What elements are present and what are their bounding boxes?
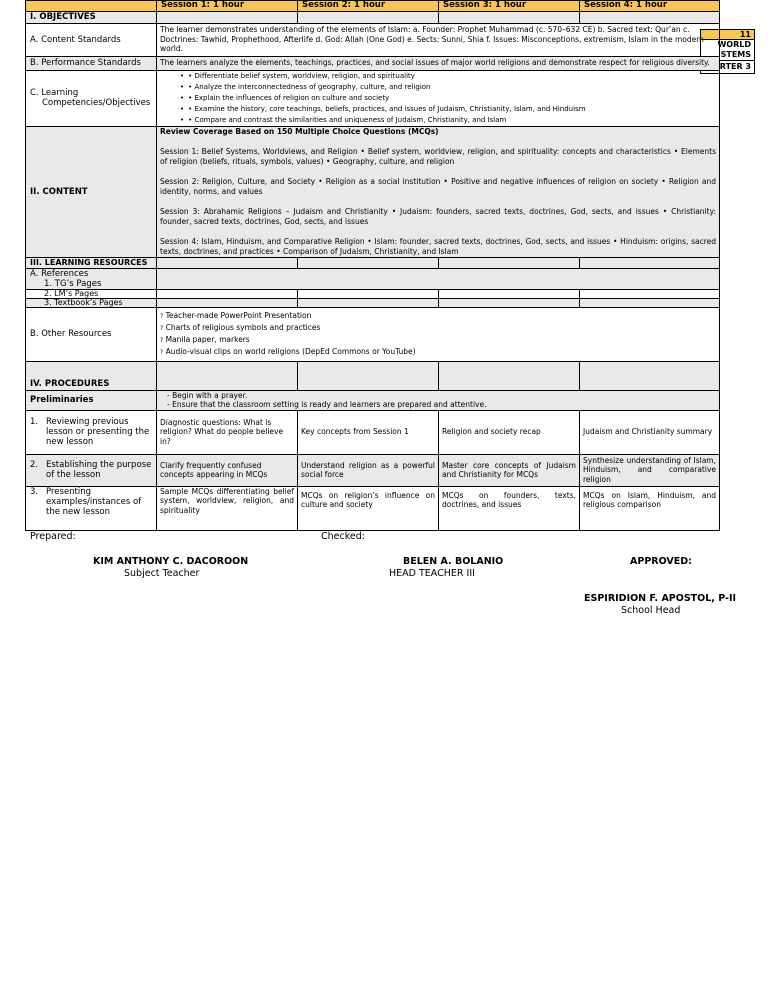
content-heading: II. CONTENT [26,126,157,257]
procedure-1-session-2: Key concepts from Session 1 [298,410,439,454]
procedure-1-session-4: Judaism and Christianity summary [580,410,720,454]
procedure-1-label [26,410,157,454]
competencies-label-line-1: C. Learning [30,88,79,98]
procedure-2-number: 2. [30,460,39,470]
procedure-2-label-wrap [30,460,153,480]
preliminary-item: - Begin with a prayer. [167,390,248,400]
procedure-1-session-3: Religion and society recap [439,410,580,454]
resource-text: Audio-visual clips on world religions (DepEd Commons or YouTube) [165,347,416,356]
empty-cell [157,257,298,268]
content-standards-label: A. Content Standards [26,23,157,56]
competencies-label-line-2: Competencies/Objectives [42,98,151,108]
procedure-row-2 [26,454,720,486]
teacher-name: KIM ANTHONY C. DACOROON [93,556,249,567]
procedures-heading-row [26,361,720,390]
procedure-1-number: 1. [30,417,39,427]
empty-cell [580,257,720,268]
content-text-cell [157,126,720,257]
content-session-4: Session 4: Islam, Hinduism, and Comparative Religion • Islam: founder, sacred texts, doctrines, God, sects, and issues • Hinduism: origins, sacred texts, doctrines, and practices • Comparison of Judaism, Christianity, and Islam [160,236,716,256]
competency-item: • • Explain the influences of religion on culture and society [194,93,716,104]
empty-cell [298,289,439,298]
empty-cell [298,11,439,23]
content-standards-row [26,23,720,56]
empty-cell [157,361,298,390]
performance-standards-row [26,56,720,70]
lm-pages-label: 2. LM’s Pages [26,289,157,298]
competencies-row [26,70,720,126]
procedure-2-session-1: Clarify frequently confused concepts appearing in MCQs [157,454,298,486]
preliminaries-row [26,390,720,410]
other-resources-list [157,307,720,361]
textbook-pages-label: 3. Textbook’s Pages [26,298,157,307]
preliminary-item: - Ensure that the classroom setting is ready and learners are prepared and attentive. [167,400,487,409]
resource-item [160,346,716,358]
content-session-3: Session 3: Abrahamic Religions – Judaism and Christianity • Judaism: founders, sacred texts, doctrines, God, sects, and issues • Christianity: founder, sacred texts, doctrines, God, sects, and issues [160,206,716,226]
session-header-row [26,1,720,12]
learning-resources-heading: III. LEARNING RESOURCES [26,257,157,268]
checked-label: Checked: [321,531,365,542]
references-row [26,268,720,289]
session-2-header: Session 2: 1 hour [298,1,439,12]
procedure-2-label [26,454,157,486]
prepared-label: Prepared: [30,531,76,542]
procedure-3-session-1: Sample MCQs differentiating belief system, worldview, religion, and spirituality [157,486,298,530]
procedure-2-session-2: Understand religion as a powerful social force [298,454,439,486]
competencies-list-cell [157,70,720,126]
performance-standards-label: B. Performance Standards [26,56,157,70]
procedure-3-session-4: MCQs on Islam, Hinduism, and religious comparison [580,486,720,530]
teacher-role: Subject Teacher [124,568,200,579]
daily-lesson-log-table-wrapper [25,0,719,517]
resource-bullet-icon: ? [160,337,164,344]
content-review-coverage: Review Coverage Based on 150 Multiple Choice Questions (MCQs) [160,126,439,136]
objectives-heading-row [26,11,720,23]
preliminaries-text [157,390,720,410]
preliminaries-label: Preliminaries [26,390,157,410]
resource-bullet-icon: ? [160,313,164,320]
empty-cell [298,298,439,307]
tg-pages-label: 1. TG’s Pages [44,278,102,289]
session-3-header: Session 3: 1 hour [439,1,580,12]
procedure-3-number: 3. [30,486,39,497]
session-1-header: Session 1: 1 hour [157,1,298,12]
empty-cell [157,289,298,298]
empty-cell [580,298,720,307]
content-row [26,126,720,257]
procedure-3-session-3: MCQs on founders, texts, doctrines, and issues [439,486,580,530]
procedure-3-text: Presenting examples/instances of the new lesson [46,486,142,517]
empty-cell [157,298,298,307]
competency-item: • • Compare and contrast the similarities and uniqueness of Judaism, Christianity, and Islam [194,115,716,126]
resource-text: Teacher-made PowerPoint Presentation [165,311,312,320]
grade-level: 11 [701,30,754,40]
empty-cell [439,11,580,23]
empty-cell [298,361,439,390]
content-session-2: Session 2: Religion, Culture, and Society • Religion as a social institution • Positive and negative influences of religion on society • Religion and identity, norms, and values [160,176,716,196]
principal-role: School Head [621,605,681,616]
procedure-3-label-wrap [30,487,153,517]
resource-bullet-icon: ? [160,325,164,332]
procedure-1-session-1: Diagnostic questions: What is religion? What do people believe in? [157,410,298,454]
competency-item: • • Examine the history, core teachings, beliefs, practices, and issues of Judaism, Christianity, Islam, and Hinduism [194,104,716,115]
daily-lesson-log-table [25,0,720,531]
resource-text: Charts of religious symbols and practices [165,323,321,332]
other-resources-row [26,307,720,361]
empty-cell [439,298,580,307]
session-4-header: Session 4: 1 hour [580,1,720,12]
procedure-2-session-4: Synthesize understanding of Islam, Hinduism, and comparative religion [580,454,720,486]
competencies-label [26,70,157,126]
empty-cell [439,361,580,390]
empty-cell [580,11,720,23]
references-value [157,268,720,289]
competencies-list [160,71,716,126]
procedure-3-session-2: MCQs on religion’s influence on culture and society [298,486,439,530]
learning-resources-heading-row [26,257,720,268]
textbook-pages-row [26,298,720,307]
empty-cell [439,257,580,268]
empty-cell [580,361,720,390]
procedure-3-label [26,486,157,530]
empty-cell [439,289,580,298]
procedures-heading: IV. PROCEDURES [26,361,157,390]
subject-line-2: STEMS [720,50,751,59]
procedure-1-text: Reviewing previous lesson or presenting the new lesson [46,417,150,447]
resource-item [160,322,716,334]
competency-item: • • Differentiate belief system, worldview, religion, and spirituality [194,71,716,82]
objectives-heading: I. OBJECTIVES [26,11,157,23]
procedure-1-label-wrap [30,417,153,447]
resource-bullet-icon: ? [160,349,164,356]
procedure-2-text: Establishing the purpose of the lesson [46,460,152,480]
content-standards-text: The learner demonstrates understanding of the elements of Islam: a. Founder: Prophet Muhammad (c. 570–632 CE) b. Sacred text: Qur’an c. Doctrines: Tawhid, Prophethood, Afterlife d. God: Allah (One God) e. Sects: Sunni, Shia f. Issues: Misconceptions, extremism, Islam in the modern world. [157,23,720,56]
other-resources-label: B. Other Resources [26,307,157,361]
competency-item: • • Analyze the interconnectedness of geography, culture, and religion [194,82,716,93]
resource-text: Manila paper, markers [165,335,250,344]
empty-cell [580,289,720,298]
references-label-cell [26,268,157,289]
performance-standards-text: The learners analyze the elements, teachings, practices, and social issues of major world religions and demonstrate respect for religious diversity. [157,56,720,70]
resource-item [160,334,716,346]
header-blank-cell [26,1,157,12]
content-session-1: Session 1: Belief Systems, Worldviews, and Religion • Belief system, worldview, religion, and spirituality: concepts and characteristics • Elements of religion (beliefs, rituals, symbols, values) • Geography, culture, and religion [160,146,716,166]
empty-cell [298,257,439,268]
quarter-label: RTER 3 [719,62,751,71]
head-teacher-name: BELEN A. BOLANIO [403,556,504,567]
principal-name: ESPIRIDION F. APOSTOL, P-II [584,593,737,604]
approved-label: APPROVED: [630,556,692,567]
subject-line-1: WORLD [717,40,751,49]
empty-cell [157,11,298,23]
references-label: A. References [30,268,89,279]
lm-pages-row [26,289,720,298]
head-teacher-role: HEAD TEACHER III [389,568,475,579]
resource-item [160,310,716,322]
procedure-2-session-3: Master core concepts of Judaism and Christianity for MCQs [439,454,580,486]
procedure-row-3 [26,486,720,530]
procedure-row-1 [26,410,720,454]
